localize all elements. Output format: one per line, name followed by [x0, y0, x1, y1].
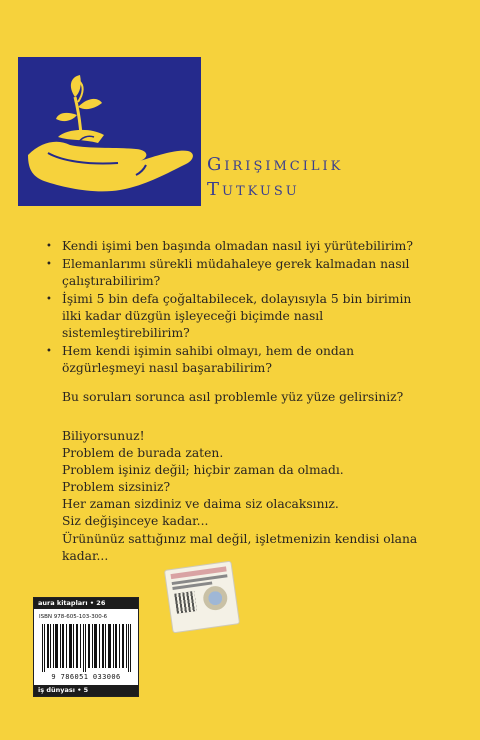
isbn-label: ISBN 978-605-103-300-6	[39, 614, 108, 620]
answer-line: Problem işiniz değil; hiçbir zaman da olmadı.	[62, 463, 344, 478]
answer-line: Her zaman sizdiniz ve daima siz olacaksınız.	[62, 497, 339, 512]
answer-line: Ürününüz sattığınız mal değil, işletmenizin kendisi olana	[62, 531, 418, 546]
series-label: iş dünyası • 5	[34, 685, 138, 696]
price-sticker	[164, 561, 240, 634]
question-list	[44, 238, 434, 378]
question-item: • Hem kendi işimin sahibi olmayı, hem de ondan özgürleşmeyi nasıl başarabilirim?	[44, 343, 434, 377]
question-item: • Kendi işimi ben başında olmadan nasıl iyi yürütebilirim?	[44, 238, 434, 255]
answer-block	[62, 428, 442, 565]
hologram-seal-icon	[202, 585, 229, 612]
series-title-line1: Girişimcilik	[207, 154, 344, 175]
answer-line: Problem sizsiniz?	[62, 480, 171, 495]
barcode-panel	[33, 597, 139, 697]
answer-line: Problem de burada zaten.	[62, 446, 224, 461]
publisher-label: aura kitapları • 26	[34, 598, 138, 609]
question-item: • Elemanlarımı sürekli müdahaleye gerek kalmadan nasıl çalıştırabilirim?	[44, 256, 434, 290]
barcode-digits: 9 786051 033006	[51, 673, 121, 681]
qr-code-icon	[174, 591, 197, 614]
emblem-panel	[18, 57, 201, 206]
answer-line: kadar...	[62, 548, 109, 563]
question-item: • İşimi 5 bin defa çoğaltabilecek, dolayısıyla 5 bin birimin ilki kadar düzgün işleyeceği biçimde nasıl sistemleştirebilirim?	[44, 291, 434, 342]
answer-line: Biliyorsunuz!	[62, 429, 145, 443]
series-title-line2: Tutkusu	[207, 179, 300, 200]
series-title	[207, 152, 343, 202]
answer-line: Siz değişinceye kadar...	[62, 514, 209, 529]
hand-holding-sprout-icon	[18, 57, 201, 206]
barcode-bars-icon	[42, 624, 132, 672]
lead-sentence: Bu soruları sorunca asıl problemle yüz yüze gelirsiniz?	[62, 390, 404, 404]
